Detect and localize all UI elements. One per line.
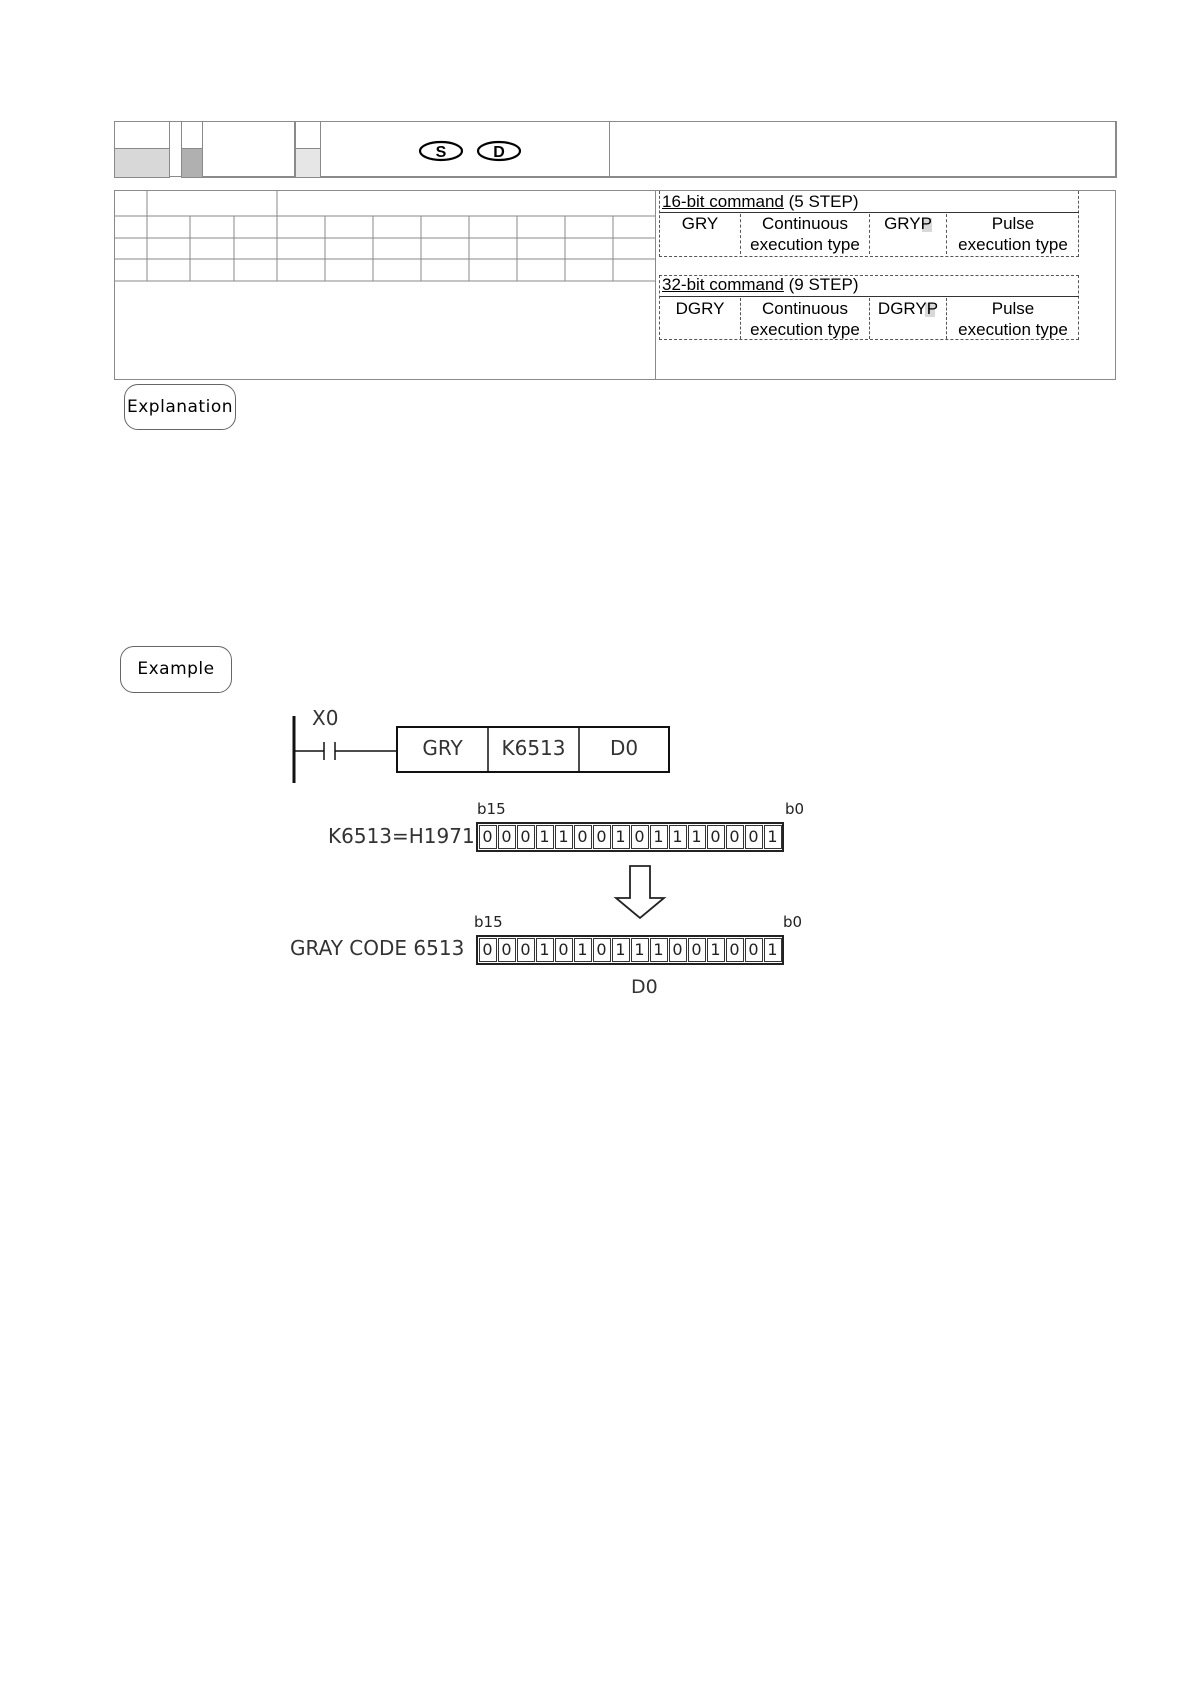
command-divider xyxy=(655,190,656,380)
command-16bit-cont-name: GRY xyxy=(681,214,719,233)
operand-symbols xyxy=(321,122,611,179)
input-bit-0: 1 xyxy=(764,825,782,849)
input-bit-12: 1 xyxy=(536,825,554,849)
input-bit-register xyxy=(476,822,784,852)
command-16bit-pulse-name: GRYP xyxy=(884,214,932,233)
operand-table xyxy=(114,190,1116,380)
command-16bit-title-main: 16-bit command xyxy=(662,192,784,211)
command-32bit-rule xyxy=(660,296,1079,297)
instruction-header xyxy=(114,121,1116,177)
source-operand-icon xyxy=(420,142,462,161)
example-label: Example xyxy=(120,646,232,693)
api-number-shade xyxy=(114,148,170,178)
command-32bit-pulse-type xyxy=(947,298,1079,340)
input-bit-6: 1 xyxy=(650,825,668,849)
pulse-flag-cell xyxy=(295,121,321,149)
explanation-label: Explanation xyxy=(124,384,236,430)
output-bit-14: 0 xyxy=(498,938,516,962)
output-register-label: D0 xyxy=(631,976,658,998)
mnemonic-prefix-shade xyxy=(181,148,203,178)
input-bit-13: 0 xyxy=(517,825,535,849)
operand-cell xyxy=(320,121,610,178)
contact-label-x0: X0 xyxy=(312,706,339,730)
instruction-mnemonic: GRY xyxy=(422,736,463,760)
output-bit-12: 1 xyxy=(536,938,554,962)
input-bit-10: 0 xyxy=(574,825,592,849)
command-16bit-pulse-type xyxy=(947,213,1079,255)
output-bit-8: 1 xyxy=(612,938,630,962)
command-16bit-cont-type xyxy=(741,213,869,255)
command-16bit-cont-label-1: Continuous xyxy=(761,214,848,233)
output-bit-0: 1 xyxy=(764,938,782,962)
output-bit-10: 1 xyxy=(574,938,592,962)
command-32bit-pulse-label-1: Pulse xyxy=(991,299,1035,318)
command-32bit-cont-type xyxy=(741,298,869,340)
command-32bit-cont-label-2: execution type xyxy=(750,320,860,339)
command-16bit-cont-label-2: execution type xyxy=(750,235,860,254)
output-lsb-label: b0 xyxy=(783,913,803,931)
input-bit-11: 1 xyxy=(555,825,573,849)
output-bit-register xyxy=(476,935,784,965)
input-bit-15: 0 xyxy=(479,825,497,849)
output-bit-15: 0 xyxy=(479,938,497,962)
command-32bit-cont-label-1: Continuous xyxy=(761,299,848,318)
output-bit-13: 0 xyxy=(517,938,535,962)
function-description-cell xyxy=(609,121,1117,178)
input-value-label: K6513=H1971 xyxy=(328,824,475,848)
source-operand-symbol: S xyxy=(435,144,447,161)
input-bit-4: 1 xyxy=(688,825,706,849)
input-lsb-label: b0 xyxy=(785,800,805,818)
destination-operand-icon xyxy=(478,142,520,161)
output-bit-9: 0 xyxy=(593,938,611,962)
command-16bit-pulse-label-1: Pulse xyxy=(991,214,1035,233)
destination-operand-symbol: D xyxy=(493,144,505,161)
output-bit-4: 0 xyxy=(688,938,706,962)
output-bit-11: 0 xyxy=(555,938,573,962)
command-32bit-title-main: 32-bit command xyxy=(662,275,784,294)
command-32bit-title-steps: (9 STEP) xyxy=(788,275,859,294)
api-number-cell xyxy=(114,121,170,149)
output-bit-1: 0 xyxy=(745,938,763,962)
instruction-destination: D0 xyxy=(609,736,639,760)
command-16bit-pulse-label-2: execution type xyxy=(958,235,1068,254)
input-bit-8: 1 xyxy=(612,825,630,849)
command-32bit-pulse-label-2: execution type xyxy=(958,320,1068,339)
conversion-arrow-icon xyxy=(612,862,672,922)
input-bit-5: 1 xyxy=(669,825,687,849)
command-16bit-title xyxy=(662,192,859,212)
pulse-flag-shade xyxy=(295,148,321,178)
device-grid xyxy=(115,191,655,283)
output-bit-7: 1 xyxy=(631,938,649,962)
output-bit-6: 1 xyxy=(650,938,668,962)
command-32bit-pulse-name: DGRYP xyxy=(877,299,939,318)
output-msb-label: b15 xyxy=(474,913,503,931)
command-32bit-title xyxy=(662,275,859,295)
output-bit-5: 0 xyxy=(669,938,687,962)
input-bit-2: 0 xyxy=(726,825,744,849)
output-value-label: GRAY CODE 6513 xyxy=(290,936,465,960)
mnemonic-cell xyxy=(202,121,295,178)
command-16bit-title-steps: (5 STEP) xyxy=(788,192,859,211)
input-bit-14: 0 xyxy=(498,825,516,849)
command-32bit-block xyxy=(659,275,1079,340)
input-bit-1: 0 xyxy=(745,825,763,849)
command-32bit-cont-name: DGRY xyxy=(675,299,725,318)
output-bit-3: 1 xyxy=(707,938,725,962)
input-bit-7: 0 xyxy=(631,825,649,849)
instruction-source: K6513 xyxy=(501,736,566,760)
output-bit-2: 0 xyxy=(726,938,744,962)
input-bit-3: 0 xyxy=(707,825,725,849)
command-16bit-block xyxy=(659,191,1079,257)
input-msb-label: b15 xyxy=(477,800,506,818)
input-bit-9: 0 xyxy=(593,825,611,849)
mnemonic-prefix-cell xyxy=(181,121,203,149)
